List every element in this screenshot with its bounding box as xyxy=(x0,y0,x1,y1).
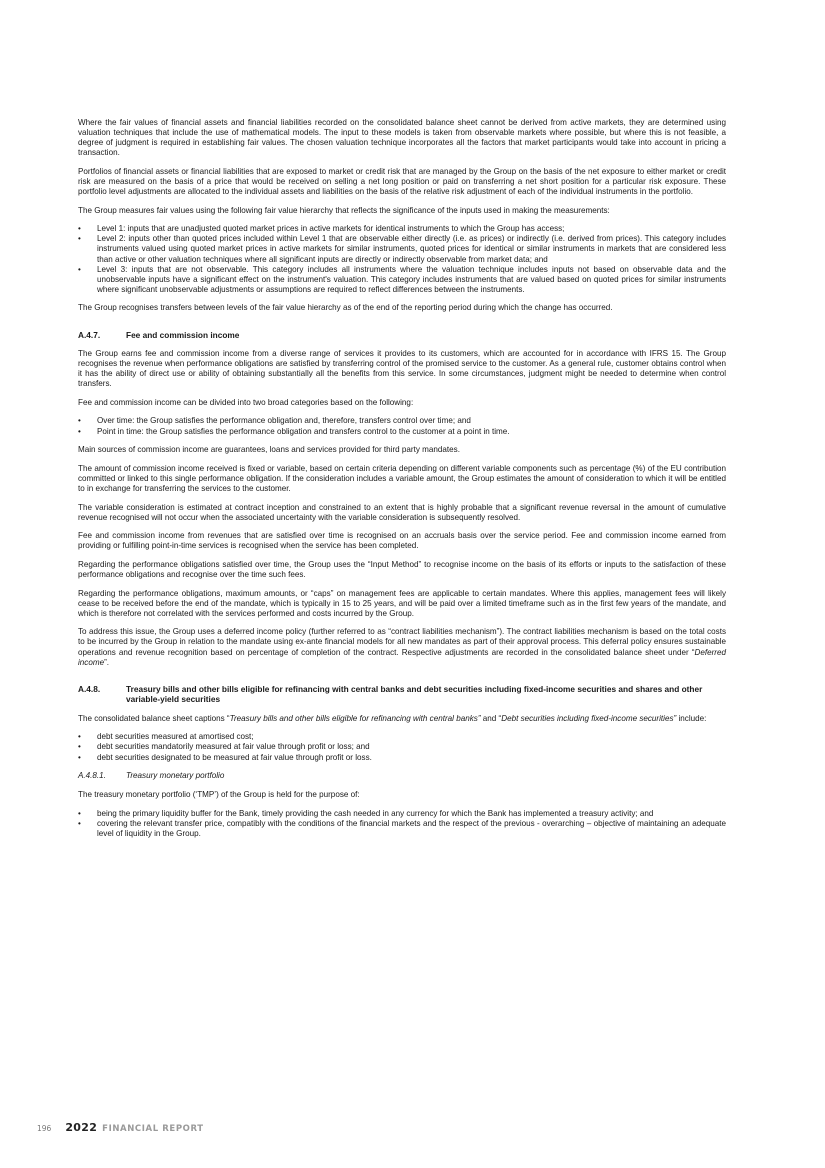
paragraph xyxy=(78,627,726,667)
section-heading-a48 xyxy=(78,684,726,705)
paragraph: The Group earns fee and commission income from a diverse range of services it provides to its customers, which are accounted for in accordance with IFRS 15. The Group recognises the revenue when performance obligations are satisfied by transferring control of the promised service to the customer. As a general rule, customer obtains control when it has the ability of direct use or ability of obtaining substantially all the benefits from this service. In some circumstances, judgment might be needed to determine when control transfers. xyxy=(78,349,726,389)
paragraph: Where the fair values of financial assets and financial liabilities recorded on the consolidated balance sheet cannot be derived from active markets, they are determined using valuation techniques that include the use of mathematical models. The input to these models is taken from observable markets where possible, but where this is not feasible, a degree of judgment is required in establishing fair values. The chosen valuation technique incorporates all the factors that market participants would take into account in pricing a transaction. xyxy=(78,118,726,158)
section-heading-a47 xyxy=(78,330,726,341)
list-item: • debt securities mandatorily measured at fair value through profit or loss; and xyxy=(78,742,726,752)
list-item: • covering the relevant transfer price, compatibly with the conditions of the financial markets and the respect of the previous - overarching – objective of maintaining an adequate level of liquidity in the Group. xyxy=(78,819,726,839)
report-year: 2022 xyxy=(65,1121,98,1134)
list-item: • being the primary liquidity buffer for the Bank, timely providing the cash needed in any currency for which the Bank has implemented a treasury activity; and xyxy=(78,809,726,819)
list-item: • Point in time: the Group satisfies the performance obligation and transfers control to the customer at a point in time. xyxy=(78,427,726,437)
paragraph: Regarding the performance obligations satisfied over time, the Group uses the “Input Method” to recognise income on the basis of its efforts or inputs to the satisfaction of these performance obligations and recognise over the time such fees. xyxy=(78,559,726,579)
fee-category-list xyxy=(78,416,726,436)
paragraph: The treasury monetary portfolio (‘TMP’) of the Group is held for the purpose of: xyxy=(78,790,360,800)
italic-text: Treasury bills and other bills eligible for refinancing with central banks” xyxy=(229,713,481,723)
subsection-heading xyxy=(78,771,726,781)
subsection-title: Treasury monetary portfolio xyxy=(126,771,225,781)
text-run: include: xyxy=(676,713,707,723)
report-title: FINANCIAL REPORT xyxy=(102,1124,204,1134)
subsection-number: A.4.8.1. xyxy=(78,771,106,781)
list-item: • Level 3: inputs that are not observable. This category includes all instruments where the valuation technique includes inputs not based on observable data and the unobservable inputs have a significant effect on the instrument's valuation. This category includes instruments that are valued based on quoted prices for similar instruments where significant unobservable adjustments or assumptions are required to reflect differences between the instruments. xyxy=(78,265,726,295)
list-item: • debt securities measured at amortised cost; xyxy=(78,732,726,742)
page-footer xyxy=(37,1121,204,1134)
paragraph xyxy=(78,714,726,724)
list-item: • Level 1: inputs that are unadjusted quoted market prices in active markets for identical instruments to which the Group has access; xyxy=(78,224,726,234)
paragraph: The Group measures fair values using the following fair value hierarchy that reflects the significance of the inputs used in making the measurements: xyxy=(78,205,610,215)
section-title: Treasury bills and other bills eligible for refinancing with central banks and debt securities including fixed-income securities and shares and other variable-yield securities xyxy=(126,683,703,705)
list-item: • Level 2: inputs other than quoted prices included within Level 1 that are observable either directly (i.e. as prices) or indirectly (i.e. derived from prices). This category includes instruments valued using quoted market prices in active markets for similar instruments, quoted prices for identical or similar instruments in markets that are considered less than active or other valuation techniques where all significant inputs are directly or indirectly observable from market data; and xyxy=(78,234,726,264)
list-item: • Over time: the Group satisfies the performance obligation and, therefore, transfers control over time; and xyxy=(78,416,726,426)
debt-securities-list xyxy=(78,732,726,762)
tmp-purpose-list xyxy=(78,809,726,839)
paragraph: Fee and commission income from revenues that are satisfied over time is recognised on an accruals basis over the service period. Fee and commission income earned from providing or fulfilling point-in-time services is recognised when the service has been completed. xyxy=(78,531,726,551)
text-run: To address this issue, the Group uses a deferred income policy (further referred to as “contract liabilities mechanism”). The contract liabilities mechanism is based on the total costs to be incurred by the Group in relation to the mandate using ex-ante financial models for all new mandates as part of their approval process. This deferral policy ensures sustainable operations and revenue recognition based on percentage of completion of the contract. Respective adjustments are recorded in the consolidated balance sheet under “ xyxy=(78,627,726,657)
paragraph: Fee and commission income can be divided into two broad categories based on the following: xyxy=(78,397,414,407)
paragraph: Main sources of commission income are guarantees, loans and services provided for third party mandates. xyxy=(78,445,460,455)
document-body xyxy=(78,118,726,848)
paragraph: Portfolios of financial assets or financial liabilities that are exposed to market or credit risk that are managed by the Group on the basis of the net exposure to either market or credit risk are measured on the basis of a price that would be received on selling a net long position or paid on transferring a net short position for a particular risk exposure. These portfolio level adjustments are allocated to the individual assets and liabilities on the basis of the relative risk adjustment of each of the individual instruments in the portfolio. xyxy=(78,166,726,197)
italic-text: Debt securities including fixed-income securities” xyxy=(501,713,677,723)
text-run: The consolidated balance sheet captions “ xyxy=(78,713,230,723)
section-number: A.4.8. xyxy=(78,683,101,694)
paragraph: Regarding the performance obligations, maximum amounts, or “caps” on management fees are applicable to certain mandates. Where this applies, management fees will likely cease to be received before the end of the mandate, which is typically in 15 to 25 years, and will be paid over a limited timeframe such as in the first few years of the mandate, and which is therefore not correlated with the services performed and costs incurred by the Group. xyxy=(78,588,726,618)
text-run: and “ xyxy=(480,713,502,723)
italic-text: Deferred income xyxy=(78,647,726,667)
list-item: • debt securities designated to be measured at fair value through profit or loss. xyxy=(78,753,726,763)
page-number: 196 xyxy=(37,1124,52,1133)
section-title: Fee and commission income xyxy=(126,329,240,340)
section-number: A.4.7. xyxy=(78,329,101,340)
paragraph: The Group recognises transfers between levels of the fair value hierarchy as of the end of the reporting period during which the change has occurred. xyxy=(78,303,613,313)
paragraph: The amount of commission income received is fixed or variable, based on certain criteria depending on different variable components such as percentage (%) of the EU contribution committed or linked to this single performance obligation. If the consideration includes a variable amount, the Group estimates the amount of consideration to which it will be entitled to in exchange for transferring the services to the customer. xyxy=(78,463,726,493)
fair-value-hierarchy-list xyxy=(78,224,726,295)
text-run: ”. xyxy=(104,657,110,667)
paragraph: The variable consideration is estimated at contract inception and constrained to an extent that is highly probable that a significant revenue reversal in the amount of cumulative revenue recognised will not occur when the associated uncertainty with the variable consideration is subsequently resolved. xyxy=(78,502,726,522)
